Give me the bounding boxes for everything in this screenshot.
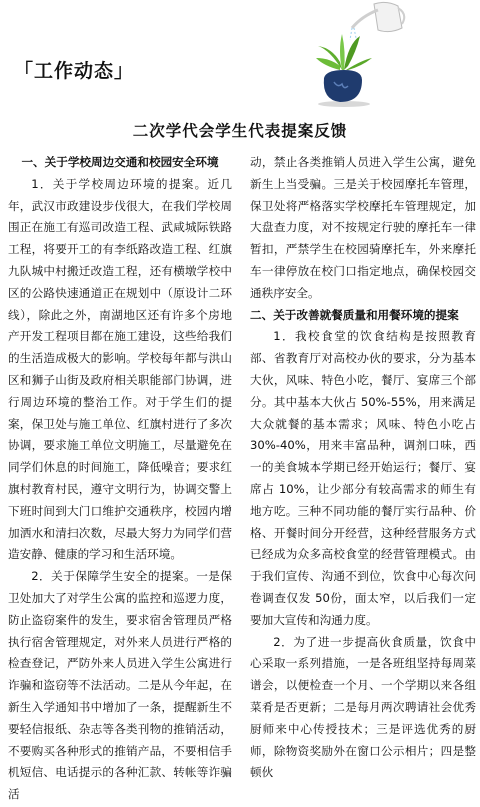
paragraph-food-quality: 2．为了进一步提高伙食质量，饮食中心采取一系列措施，一是各班组坚持每周菜谱会，以便检查一个月、一个学期以来各组菜肴是否更新；二是每月两次聘请社会优秀厨师来中心传授技术；三是评选优秀的厨师，除物资奖励外在窗口公示相片；四是整顿伙 bbox=[250, 634, 476, 780]
right-column bbox=[250, 152, 476, 784]
watering-can-plant-icon bbox=[278, 0, 408, 108]
paragraph-continuation: 动，禁止各类推销人员进入学生公寓，避免新生上当受骗。三是关于校园摩托车管理，保卫处将严格落实学校摩托车管理规定，加大盘查力度，对不按规定行驶的摩托车一律暂扣，严禁学生在校园骑摩托车，外来摩托车一律停放在校门口指定地点，确保校园交通秩序安全。 bbox=[250, 155, 476, 300]
article-title: 二次学代会学生代表提案反馈 bbox=[132, 121, 348, 140]
left-column bbox=[8, 152, 232, 806]
paragraph-environment: 1．关于学校周边环境的提案。近几年，武汉市政建设步伐很大，在我们学校周围正在施工有巡司改造工程、武咸城际铁路工程，将要开工的有李纸路改造工程、红旗九队城中村搬迁改造工程，还有横墩学校中区的公路快速通道正在规划中（原设计二环线），除此之外，南湖地区还有许多个房地产开发工程项目都在施工建设，这些给我们的生活造成极大的影响。学校每年都与洪山区和狮子山街及政府相关职能部门协调，进行周边环境的整治工作。对于学生们的提案，保卫处与施工单位、红旗村进行了多次协调，要求施工单位文明施工，尽量避免在同学们休息的时间施工，降低噪音；要求红旗村教育村民，遵守文明行为，协调交警上下班时间到大门口维护交通秩序，校园内增加洒水和清扫次数，尽最大努力为同学们营造安静、健康的学习和生活环境。 bbox=[8, 176, 232, 562]
section-label: 「工作动态」 bbox=[14, 60, 135, 82]
section-heading-dining: 二、关于改善就餐质量和用餐环境的提案 bbox=[250, 307, 459, 322]
paragraph-student-safety: 2．关于保障学生安全的提案。一是保卫处加大了对学生公寓的监控和巡逻力度，防止盗窃案件的发生，要求宿舍管理员严格执行宿舍管理规定，对外来人员进行严格的检查登记，严防外来人员进入学生公寓进行诈骗和盗窃等不法活动。二是从今年起，在新生入学通知书中增加了一条，提醒新生不要轻信报纸、杂志等各类刊物的推销活动，不要购买各种形式的推销产品，不要相信手机短信、电话提示的各种汇款、转帐等诈骗活 bbox=[8, 569, 232, 802]
paragraph-canteen-structure: 1．我校食堂的饮食结构是按照教育部、省教育厅对高校办伙的要求，分为基本大伙，风味、特色小吃，餐厅、宴席三个部分。其中基本大伙占 50%-55%，用来满足大众就餐的基本需求；风味、特色小吃占 30%-40%，用来丰富品种，调剂口味，西一的美食城本学期已经开始运行；餐厅、宴席占 10%，让少部分有较高需求的师生有地方吃。三种不同功能的餐厅实行品种、价格、开餐时间分开经营，这种经营服务方式已经成为众多高校食堂的经营管理模式。由于我们宣传、沟通不到位，饮食中心每次问卷调查仅发 50份，面太窄，以后我们一定要加大宣传和沟通力度。 bbox=[250, 329, 476, 627]
section-heading-traffic-safety: 一、关于学校周边交通和校园安全环境 bbox=[21, 155, 219, 169]
